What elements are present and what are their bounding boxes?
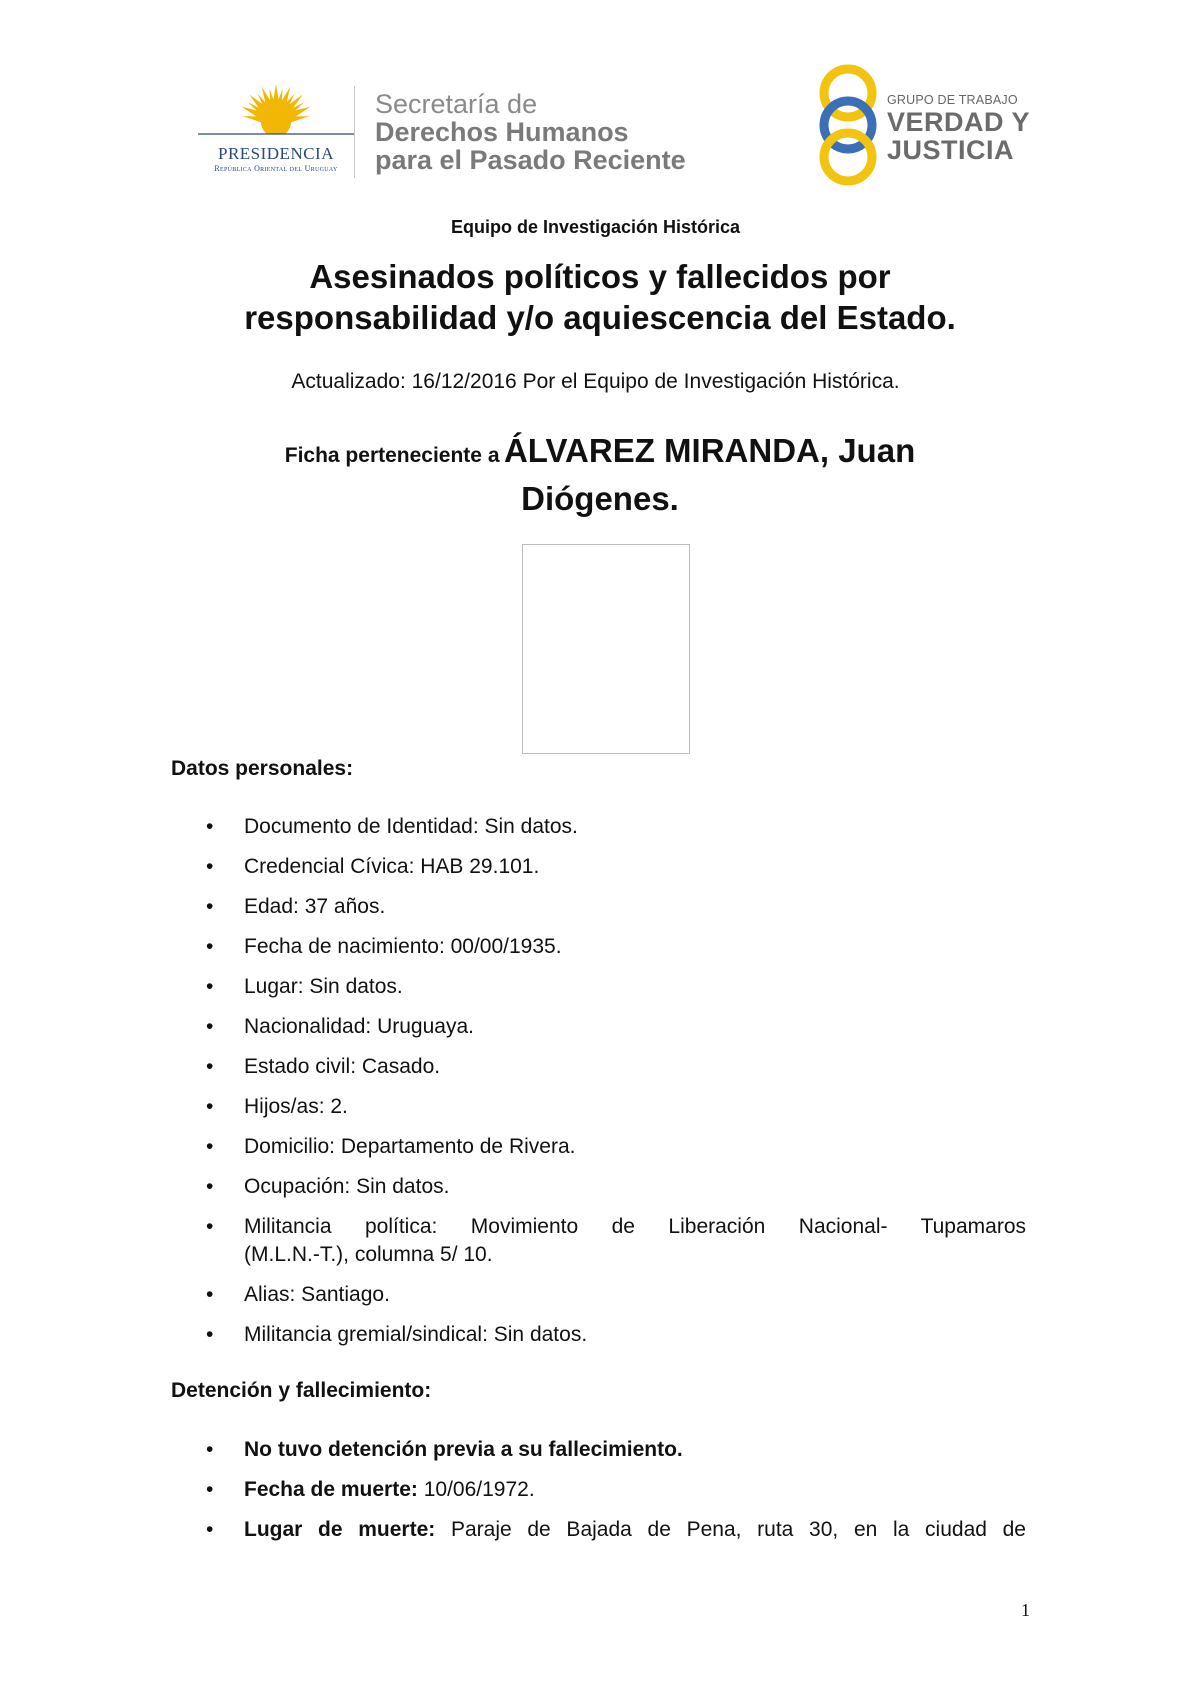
- logo-divider: [354, 86, 355, 178]
- death-place-value: Paraje de Bajada de Pena, ruta 30, en la ciudad de: [450, 1518, 1026, 1541]
- secretaria-logo: [375, 90, 705, 174]
- page-number: 1: [1021, 1600, 1030, 1620]
- secretaria-line-3: para el Pasado Reciente: [375, 145, 686, 175]
- gtvj-line-2: JUSTICIA: [887, 135, 1015, 165]
- secretaria-line-2: Derechos Humanos: [375, 117, 629, 147]
- sun-icon: [196, 82, 356, 148]
- title-line-1: Asesinados políticos y fallecidos por: [309, 258, 891, 295]
- linked-rings-icon: [815, 63, 885, 188]
- death-date-value: 10/06/1972.: [423, 1478, 535, 1501]
- presidencia-subtitle: República Oriental del Uruguay: [214, 164, 338, 173]
- verdad-justicia-logo: [815, 63, 1045, 188]
- gtvj-small-text: GRUPO DE TRABAJO: [887, 93, 1018, 107]
- detention-heading: Detención y fallecimiento:: [171, 1379, 432, 1402]
- person-name-line-2: Diógenes.: [521, 480, 679, 517]
- death-date-label: Fecha de muerte:: [244, 1478, 418, 1501]
- team-heading: Equipo de Investigación Histórica: [450, 217, 741, 237]
- death-place-label: Lugar de muerte:: [244, 1518, 436, 1541]
- page-title: [150, 256, 1050, 338]
- title-line-2: responsabilidad y/o aquiescencia del Estado.: [244, 299, 956, 336]
- presidencia-name: PRESIDENCIA: [217, 144, 334, 163]
- gtvj-line-1: VERDAD Y: [887, 107, 1031, 137]
- photo-placeholder: [522, 544, 690, 754]
- presidencia-logo: [196, 82, 356, 174]
- ficha-heading: [200, 430, 1000, 519]
- person-name-line-1: ÁLVAREZ MIRANDA, Juan: [503, 432, 916, 469]
- updated-line: Actualizado: 16/12/2016 Por el Equipo de Investigación Histórica.: [291, 370, 900, 393]
- ficha-prefix: Ficha perteneciente a: [284, 444, 500, 467]
- secretaria-line-1: Secretaría de: [375, 89, 538, 119]
- personal-data-heading: Datos personales:: [171, 757, 354, 780]
